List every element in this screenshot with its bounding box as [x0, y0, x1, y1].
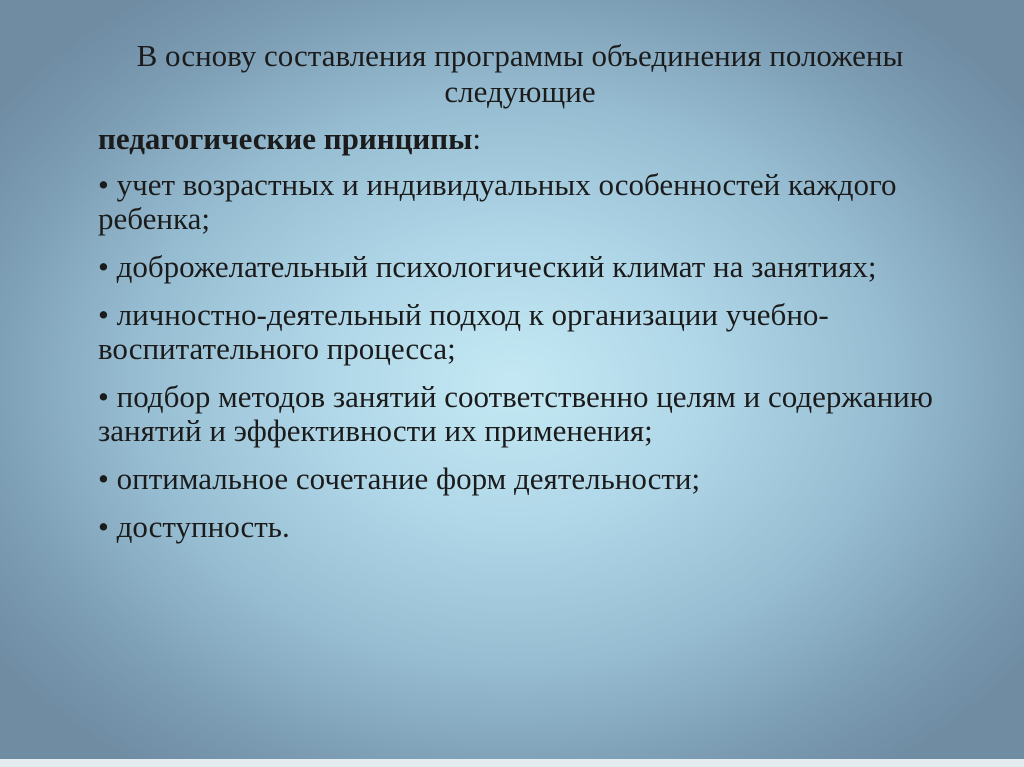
- principle-item: [98, 168, 978, 236]
- principle-text: личностно-деятельный подход к организации учебно-воспитательного процесса;: [98, 297, 829, 366]
- slide-title: В основу составления программы объединения положены следующие: [136, 38, 904, 109]
- bullet-icon: •: [98, 509, 109, 544]
- bullet-icon: •: [98, 167, 109, 202]
- principle-text: доброжелательный психологический климат на занятиях;: [116, 249, 877, 284]
- principle-text: доступность.: [116, 509, 290, 544]
- principle-item: [98, 250, 978, 284]
- principle-text: подбор методов занятий соответственно целям и содержанию занятий и эффективности их применения;: [98, 379, 933, 448]
- principles-list: [98, 168, 978, 558]
- principle-item: [98, 298, 978, 366]
- principle-item: [98, 462, 978, 496]
- bullet-icon: •: [98, 249, 109, 284]
- principles-heading-colon: :: [472, 121, 481, 156]
- slide-bottom-edge: [0, 759, 1024, 767]
- bullet-icon: •: [98, 297, 109, 332]
- bullet-icon: •: [98, 461, 109, 496]
- bullet-icon: •: [98, 379, 109, 414]
- principle-item: [98, 380, 978, 448]
- principles-heading: [98, 121, 481, 157]
- principles-heading-bold: педагогические принципы: [98, 121, 473, 156]
- principle-text: оптимальное сочетание форм деятельности;: [116, 461, 701, 496]
- principle-text: учет возрастных и индивидуальных особенностей каждого ребенка;: [98, 167, 897, 236]
- principle-item: [98, 510, 978, 544]
